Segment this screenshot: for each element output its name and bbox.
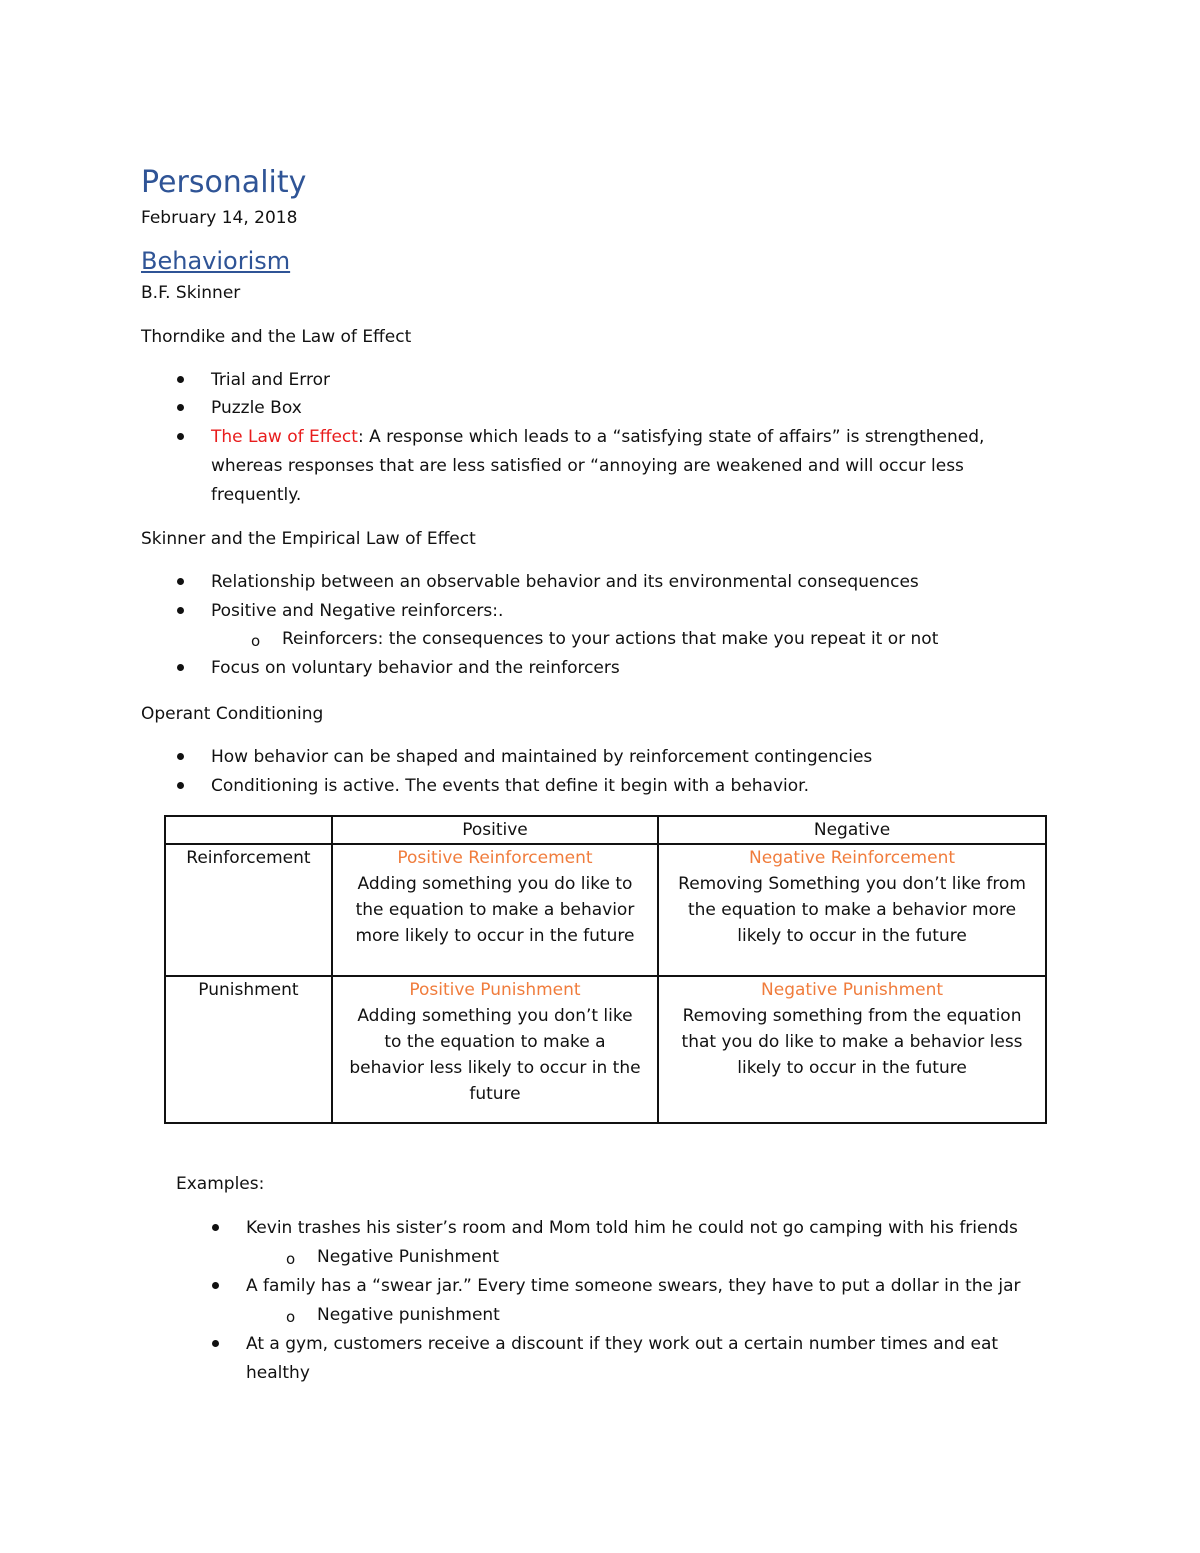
conditioning-table xyxy=(164,815,1047,1124)
example-item: At a gym, customers receive a discount if they work out a certain number times and eat xyxy=(246,1334,999,1354)
list-item: Positive and Negative reinforcers:. xyxy=(211,601,504,621)
cell-text: the equation to make a behavior xyxy=(355,900,635,920)
author: B.F. Skinner xyxy=(141,283,241,303)
cell-title: Positive Reinforcement xyxy=(397,848,593,868)
bullet-icon xyxy=(177,607,184,614)
cell-text: the equation to make a behavior more xyxy=(687,900,1017,920)
bullet-icon xyxy=(177,753,184,760)
table-row xyxy=(165,976,1046,1123)
column-header-positive: Positive xyxy=(332,816,658,844)
sub-list-item: Reinforcers: the consequences to your actions that make you repeat it or not xyxy=(282,629,939,649)
bullet-icon xyxy=(212,1224,219,1231)
table-header-row xyxy=(165,816,1046,844)
bullet-icon xyxy=(177,404,184,411)
table-row xyxy=(165,844,1046,976)
example-answer: Negative punishment xyxy=(317,1305,500,1325)
list-item: Puzzle Box xyxy=(211,398,302,418)
page-title: Personality xyxy=(141,165,307,200)
bullet-icon xyxy=(212,1282,219,1289)
cell-negative-reinforcement xyxy=(658,844,1046,976)
cell-text: behavior less likely to occur in the xyxy=(349,1058,641,1078)
bullet-icon xyxy=(177,664,184,671)
cell-positive-reinforcement xyxy=(332,844,658,976)
law-term: The Law of Effect xyxy=(211,427,358,447)
example-answer: Negative Punishment xyxy=(317,1247,500,1267)
cell-title: Negative Punishment xyxy=(761,980,944,1000)
date: February 14, 2018 xyxy=(141,208,298,228)
table-corner-cell xyxy=(165,816,332,844)
sub-bullet-icon: o xyxy=(286,1250,296,1268)
skinner-heading: Skinner and the Empirical Law of Effect xyxy=(141,529,476,549)
law-definition-line: frequently. xyxy=(211,485,302,505)
list-item: How behavior can be shaped and maintained by reinforcement contingencies xyxy=(211,747,873,767)
cell-text: more likely to occur in the future xyxy=(355,926,635,946)
examples-heading: Examples: xyxy=(176,1174,265,1194)
bullet-icon xyxy=(177,782,184,789)
cell-text: future xyxy=(469,1084,521,1104)
row-label-punishment: Punishment xyxy=(165,976,332,1123)
law-definition: : A response which leads to a “satisfying state of affairs” is strengthened, xyxy=(357,427,985,447)
sub-bullet-icon: o xyxy=(286,1308,296,1326)
list-item-law-of-effect xyxy=(211,425,984,449)
row-label-reinforcement: Reinforcement xyxy=(165,844,332,976)
operant-heading: Operant Conditioning xyxy=(141,704,324,724)
cell-text: that you do like to make a behavior less xyxy=(681,1032,1023,1052)
list-item: Relationship between an observable behavior and its environmental consequences xyxy=(211,572,919,592)
thorndike-heading: Thorndike and the Law of Effect xyxy=(141,327,412,347)
example-item: A family has a “swear jar.” Every time someone swears, they have to put a dollar in the jar xyxy=(246,1276,1021,1296)
law-definition-line: whereas responses that are less satisfied or “annoying are weakened and will occur less xyxy=(211,456,964,476)
bullet-icon xyxy=(212,1340,219,1347)
cell-text: likely to occur in the future xyxy=(737,926,967,946)
example-item-continued: healthy xyxy=(246,1363,310,1383)
cell-text: Adding something you do like to xyxy=(357,874,633,894)
list-item: Focus on voluntary behavior and the reinforcers xyxy=(211,658,620,678)
sub-bullet-icon: o xyxy=(251,632,261,650)
cell-title: Negative Reinforcement xyxy=(749,848,956,868)
cell-text: Removing Something you don’t like from xyxy=(678,874,1026,894)
cell-text: to the equation to make a xyxy=(384,1032,606,1052)
column-header-negative: Negative xyxy=(658,816,1046,844)
cell-negative-punishment xyxy=(658,976,1046,1123)
cell-title: Positive Punishment xyxy=(409,980,581,1000)
bullet-icon xyxy=(177,433,184,440)
list-item: Conditioning is active. The events that define it begin with a behavior. xyxy=(211,776,809,796)
list-item: Trial and Error xyxy=(211,370,330,390)
cell-text: Removing something from the equation xyxy=(682,1006,1022,1026)
cell-positive-punishment xyxy=(332,976,658,1123)
cell-text: Adding something you don’t like xyxy=(357,1006,633,1026)
cell-text: likely to occur in the future xyxy=(737,1058,967,1078)
example-item: Kevin trashes his sister’s room and Mom told him he could not go camping with his friends xyxy=(246,1218,1018,1238)
bullet-icon xyxy=(177,578,184,585)
section-heading: Behaviorism xyxy=(141,247,291,275)
bullet-icon xyxy=(177,376,184,383)
